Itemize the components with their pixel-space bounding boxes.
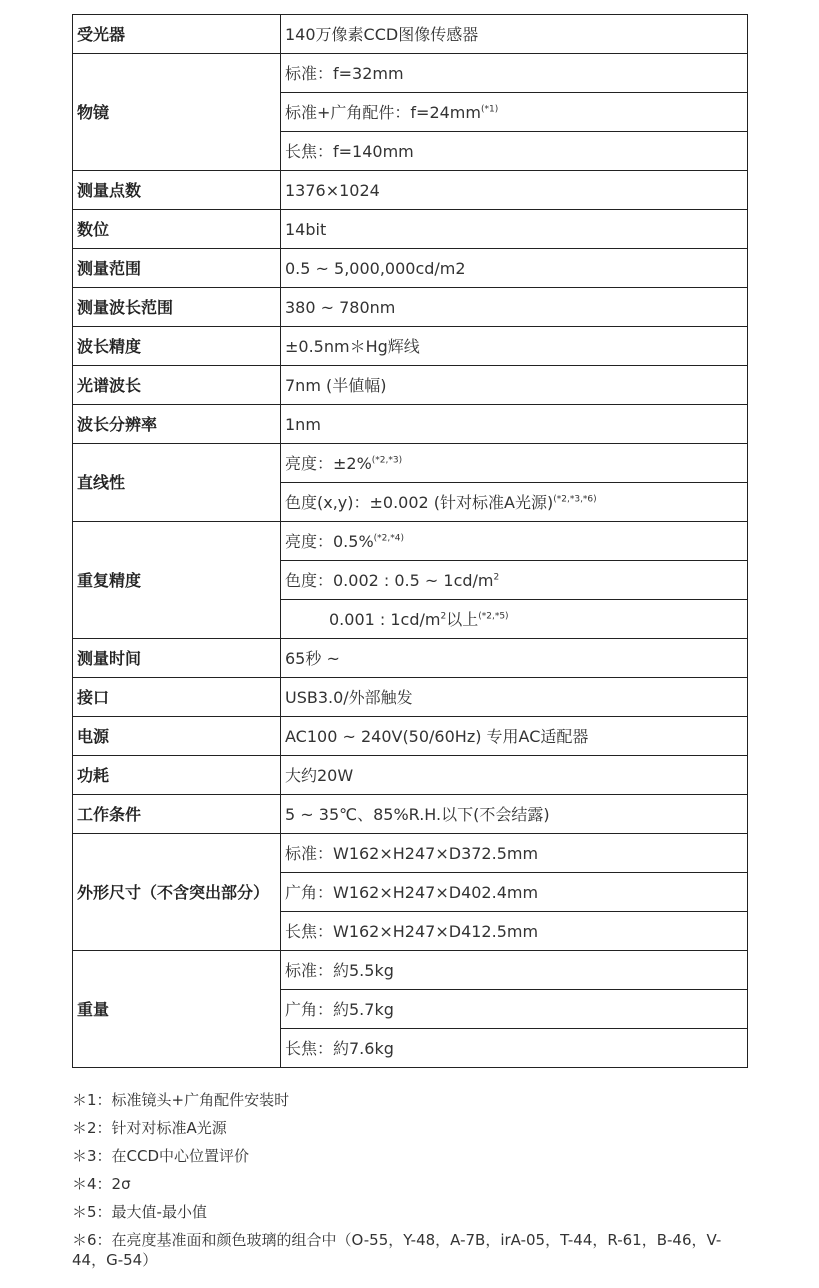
footnote-item: ＊4：2σ [72, 1175, 131, 1193]
spec-label: 重量 [73, 951, 281, 1068]
footnote-ref: 2 [493, 572, 500, 583]
spec-value [281, 210, 748, 249]
spec-value [281, 912, 748, 951]
spec-row [73, 405, 748, 444]
footnote-ref: (*2,*3) [371, 455, 403, 466]
footnote-ref: (*2,*4) [373, 533, 404, 544]
spec-label: 功耗 [73, 756, 281, 795]
spec-value [281, 483, 748, 522]
spec-value-text: 广角：約5.7kg [285, 999, 394, 1019]
spec-row [73, 639, 748, 678]
spec-value [281, 834, 748, 873]
spec-value-text: USB3.0/外部触发 [285, 687, 413, 707]
spec-row [73, 327, 748, 366]
spec-value [281, 717, 748, 756]
spec-row [73, 366, 748, 405]
footnote-item: ＊1：标准镜头+广角配件安装时 [72, 1091, 290, 1109]
footnote-item: ＊2：针对对标准A光源 [72, 1119, 227, 1137]
spec-value-text: 色度：0.002 : 0.5 ~ 1cd/m [285, 570, 494, 590]
spec-value [281, 873, 748, 912]
spec-value-text: 0.001 : 1cd/m [329, 609, 441, 629]
spec-value-text: 65秒 ~ [285, 648, 340, 668]
spec-label: 工作条件 [73, 795, 281, 834]
spec-row [73, 951, 748, 990]
spec-row [73, 834, 748, 873]
spec-value-text: 7nm (半値幅) [285, 375, 387, 395]
spec-value-text: AC100 ~ 240V(50/60Hz) 专用AC适配器 [285, 726, 589, 746]
spec-value-text: 大约20W [285, 765, 354, 785]
spec-row [73, 717, 748, 756]
spec-row [73, 171, 748, 210]
spec-value-text: 1nm [285, 414, 321, 434]
spec-row [73, 15, 748, 54]
spec-value-text: 长焦：f=140mm [285, 141, 414, 161]
spec-value-text: 0.5 ~ 5,000,000cd/m2 [285, 258, 466, 278]
spec-value-text: 5 ~ 35℃、85%R.H.以下(不会结露) [285, 804, 550, 824]
spec-row [73, 795, 748, 834]
spec-row [73, 54, 748, 93]
spec-row [73, 210, 748, 249]
spec-value [281, 15, 748, 54]
spec-row [73, 678, 748, 717]
spec-label: 波长精度 [73, 327, 281, 366]
spec-table [72, 14, 748, 1068]
spec-value [281, 1029, 748, 1068]
spec-value [281, 132, 748, 171]
spec-value-text: 长焦：W162×H247×D412.5mm [285, 921, 539, 941]
spec-value [281, 561, 748, 600]
spec-label: 测量时间 [73, 639, 281, 678]
spec-table-body [73, 15, 748, 1068]
spec-value [281, 93, 748, 132]
footnote-item: ＊6：在亮度基准面和颜色玻璃的组合中（O-55，Y-48，A-7B，irA-05，T-44，R-61，B-46，V-44，G-54） [72, 1231, 722, 1269]
spec-label: 物镜 [73, 54, 281, 171]
spec-value [281, 795, 748, 834]
spec-value-text: ±0.5nm＊Hg辉线 [285, 336, 420, 356]
spec-value-text: 标准：f=32mm [285, 63, 404, 83]
spec-label: 接口 [73, 678, 281, 717]
spec-value [281, 54, 748, 93]
spec-label: 波长分辨率 [73, 405, 281, 444]
spec-value [281, 249, 748, 288]
spec-label: 重复精度 [73, 522, 281, 639]
spec-value-tail: 以上 [446, 609, 479, 629]
footnote-ref: (*2,*5) [478, 611, 509, 622]
spec-value-text: 标准：W162×H247×D372.5mm [285, 843, 539, 863]
spec-value-text: 广角：W162×H247×D402.4mm [285, 882, 539, 902]
spec-label: 测量范围 [73, 249, 281, 288]
spec-value-text: 380 ~ 780nm [285, 297, 396, 317]
spec-value-text: 亮度：0.5% [285, 531, 374, 551]
spec-value-text: 14bit [285, 219, 327, 239]
spec-value [281, 990, 748, 1029]
spec-value [281, 327, 748, 366]
spec-value [281, 600, 748, 639]
footnote-item: ＊3：在CCD中心位置评价 [72, 1147, 250, 1165]
spec-value-text: 标准+广角配件：f=24mm [285, 102, 481, 122]
spec-label: 外形尺寸（不含突出部分） [73, 834, 281, 951]
spec-label: 数位 [73, 210, 281, 249]
spec-value [281, 366, 748, 405]
spec-value-text: 140万像素CCD图像传感器 [285, 24, 479, 44]
spec-label: 光谱波长 [73, 366, 281, 405]
spec-row [73, 756, 748, 795]
spec-value-text: 亮度：±2% [285, 453, 372, 473]
footnote-ref: 2 [440, 611, 447, 622]
spec-row [73, 444, 748, 483]
spec-label: 电源 [73, 717, 281, 756]
spec-value [281, 951, 748, 990]
spec-label: 受光器 [73, 15, 281, 54]
spec-value [281, 639, 748, 678]
footnote-ref: (*1) [480, 104, 499, 115]
spec-label: 直线性 [73, 444, 281, 522]
spec-value [281, 288, 748, 327]
spec-value-text: 长焦：約7.6kg [285, 1038, 394, 1058]
footnote-item: ＊5：最大值-最小值 [72, 1203, 207, 1221]
footnote-ref: (*2,*3,*6) [553, 494, 597, 505]
spec-value-text: 1376×1024 [285, 180, 380, 200]
spec-row [73, 288, 748, 327]
spec-row [73, 522, 748, 561]
spec-label: 测量波长范围 [73, 288, 281, 327]
spec-label: 测量点数 [73, 171, 281, 210]
footnotes [72, 1090, 752, 1278]
spec-value [281, 171, 748, 210]
spec-value-text: 色度(x,y)：±0.002 (针对标准A光源) [285, 492, 554, 512]
spec-value [281, 405, 748, 444]
spec-value-text: 标准：約5.5kg [285, 960, 394, 980]
spec-value [281, 678, 748, 717]
spec-row [73, 249, 748, 288]
spec-value [281, 444, 748, 483]
spec-value [281, 756, 748, 795]
spec-value [281, 522, 748, 561]
